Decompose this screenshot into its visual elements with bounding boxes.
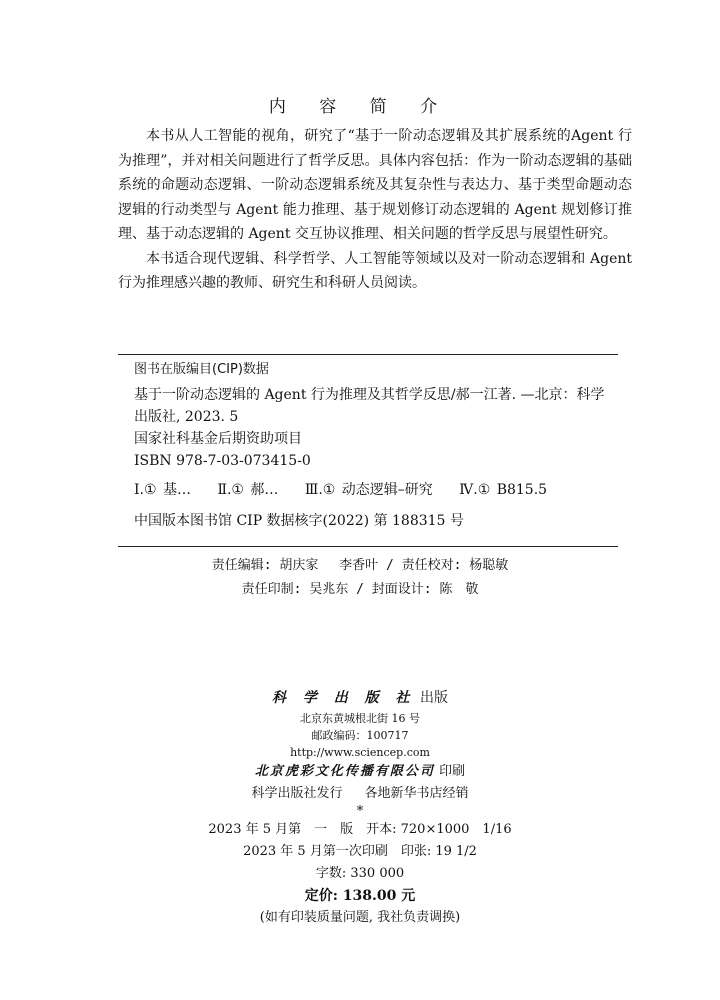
summary-paragraph-2: 本书适合现代逻辑、科学哲学、人工智能等领域以及对一阶动态逻辑和 Agent 行为推理感兴趣的教师、研究生和科研人员阅读。 xyxy=(118,250,632,291)
summary-title: 内 容 简 介 xyxy=(268,97,452,117)
cip-block xyxy=(118,360,618,532)
cip-class-1: Ⅰ.① 基… xyxy=(134,482,191,498)
publisher-suffix: 出版 xyxy=(419,690,448,706)
price: 定价: 138.00 元 xyxy=(304,888,416,904)
printer-line xyxy=(0,761,720,783)
quality-note: (如有印装质量问题, 我社负责调换) xyxy=(259,910,461,925)
word-count: 字数: 330 000 xyxy=(315,866,405,881)
editors-line-2: 责任印制: 吴兆东 / 封面设计: 陈 敬 xyxy=(241,582,479,597)
summary-body xyxy=(118,124,632,296)
separator-star: * xyxy=(356,804,364,819)
distribution-retail: 各地新华书店经销 xyxy=(364,786,469,801)
publisher-line xyxy=(0,686,720,710)
cip-book-entry: 基于一阶动态逻辑的 Agent 行为推理及其哲学反思/郝一江著. —北京：科学出版社, 2023. 5 xyxy=(134,387,605,425)
cip-class-4: Ⅳ.① B815.5 xyxy=(459,482,548,498)
summary-paragraph-1: 本书从人工智能的视角，研究了“基于一阶动态逻辑及其扩展系统的Agent 行为推理”，并对相关问题进行了哲学反思。具体内容包括：作为一阶动态逻辑的基础系统的命题动态逻辑、一阶动态逻辑系统及其复杂性与表达力、基于类型命题动态逻辑的行动类型与 Agent 能力推理、基于规划修订动态逻辑的 Agent 规划修订推理、基于动态逻辑的 Agent 交互协议推理、相关问题的哲学反思与展望性研究。 xyxy=(118,128,632,242)
publisher-address: 北京东黄城根北街 16 号 xyxy=(300,712,420,725)
editors-block xyxy=(0,554,720,602)
cip-project: 国家社科基金后期资助项目 xyxy=(134,431,302,447)
postcode: 邮政编码：100717 xyxy=(311,729,409,742)
edition-info: 2023 年 5 月第 一 版 开本: 720×1000 1/16 xyxy=(208,822,512,837)
printer-suffix: 印刷 xyxy=(439,764,466,779)
printing-info: 2023 年 5 月第一次印刷 印张: 19 1/2 xyxy=(243,844,477,859)
cip-top-rule xyxy=(118,354,618,355)
distribution-line xyxy=(0,783,720,805)
cip-heading: 图书在版编目(CIP)数据 xyxy=(134,362,269,377)
distribution-publisher: 科学出版社发行 xyxy=(251,786,343,801)
cip-class-3: Ⅲ.① 动态逻辑–研究 xyxy=(304,482,433,498)
cip-classifications xyxy=(118,478,618,502)
publisher-name: 科 学 出 版 社 xyxy=(272,690,416,706)
cip-isbn: ISBN 978-7-03-073415-0 xyxy=(134,453,311,469)
printer-name: 北京虎彩文化传播有限公司 xyxy=(254,764,435,779)
publication-info xyxy=(0,686,720,929)
cip-number: 中国版本图书馆 CIP 数据核字(2022) 第 188315 号 xyxy=(134,513,464,529)
website: http://www.sciencep.com xyxy=(290,746,430,759)
cip-bottom-rule xyxy=(118,546,618,547)
editors-line-1: 责任编辑: 胡庆家 李香叶 / 责任校对: 杨聪敏 xyxy=(211,558,509,573)
cip-class-2: Ⅱ.① 郝… xyxy=(217,482,279,498)
